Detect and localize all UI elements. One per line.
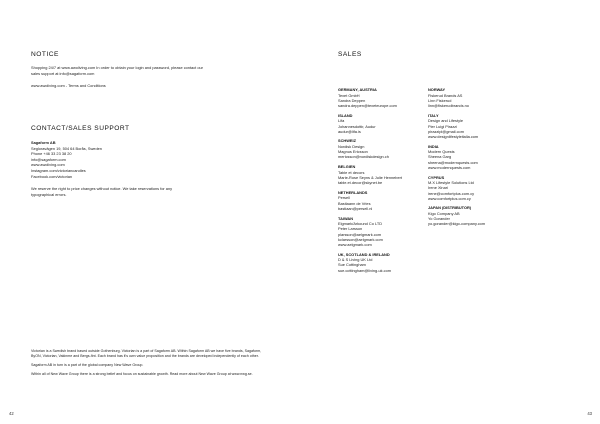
price-disclaimer: We reserve the right to price changes without notice. We take reservations for any typographical errors. xyxy=(31,186,173,197)
region-line: Johannesdottir, Audur xyxy=(338,123,376,129)
region-line: Persell xyxy=(338,195,350,201)
region-line: Linn Fiskerud xyxy=(428,97,452,103)
region-line: Elgmark/Arkound Co LTD xyxy=(338,221,383,227)
region-cyprus xyxy=(428,175,523,201)
region-line: Nordisk Design xyxy=(338,144,365,149)
region-line: Lifa xyxy=(338,118,345,124)
notice-text: Shopping 24/7 at www.awoliving.com In order to obtain your login and password, please contact our sales support at info@sagaform.com xyxy=(31,65,203,76)
region-heading: NORWAY xyxy=(428,87,446,92)
region-line: Kigo Company AB xyxy=(428,211,460,217)
region-email[interactable]: irene@comfortplus.com.cy xyxy=(428,190,475,196)
region-uk xyxy=(338,252,433,273)
region-line: Sandra Deppen xyxy=(338,97,366,103)
region-heading: BELGIEN xyxy=(338,164,356,170)
region-line: Modern Quests xyxy=(428,149,455,155)
notice-section xyxy=(31,51,211,89)
contact-section xyxy=(31,125,211,197)
sales-column-1 xyxy=(338,87,433,277)
region-email[interactable]: mericsson@nordiskdesign.ch xyxy=(338,154,389,160)
right-page xyxy=(300,0,600,424)
region-line: Table et decors xyxy=(338,169,365,175)
sales-heading: SALES xyxy=(338,51,362,58)
region-heading: ISLAND xyxy=(338,112,353,118)
region-line: Design and Lifestyle xyxy=(428,118,464,124)
group-info-paragraph: Sagaform AB in turn is a part of the global company New Wave Group. xyxy=(31,363,144,367)
region-italy xyxy=(428,113,523,139)
region-line: Fiskerud Brands AS xyxy=(428,92,463,98)
region-heading: NETHERLANDS xyxy=(338,189,368,195)
page-number-left: 42 xyxy=(9,411,14,416)
facebook-link[interactable]: Facebook.com/victorian xyxy=(31,173,73,179)
region-heading: JAPAN (DISTRIBUTOR) xyxy=(428,205,472,211)
address-line: Segloravägen 19, 504 64 Borås, Sweden xyxy=(31,145,102,151)
region-email[interactable]: plarsson@aelgmark.com xyxy=(338,231,382,237)
brand-footer xyxy=(31,349,266,377)
region-email[interactable]: kclarsson@aelgmark.com xyxy=(338,236,383,242)
region-line: Pier Luigi Pirazzi xyxy=(428,123,457,129)
sustainability-paragraph: Within all of New Wave Group there is a strong belief and focus on sustainable growth. Read more about New Wave Group at www.nwg.se. xyxy=(31,372,253,376)
region-email[interactable]: sheena@modernquests.com xyxy=(428,159,478,165)
region-belgien xyxy=(338,164,433,185)
region-line: Sheena Garg xyxy=(428,154,452,160)
region-schweiz xyxy=(338,138,433,159)
region-line: Yo Gorander xyxy=(428,216,450,222)
region-email[interactable]: sue.cottingham@living-uk.com xyxy=(338,267,392,273)
brand-info-paragraph: Victorian is a Swedish brand based outside Gothenburg. Victorian is a part of Sagaform AB. Within Sagaform AB we have five brands, Sagaform, ByON, Victorian, Vakinme and Bergs-fint. Each brand has it's own value proposition and the brands are developed independently of each other. xyxy=(31,349,262,358)
region-line: D & S Living UK Ltd xyxy=(338,257,373,263)
region-email[interactable]: yo.gorander@kigo-company.com xyxy=(428,221,486,227)
region-website[interactable]: www.designlifestyleitalia.com xyxy=(428,133,479,139)
region-heading: ITALY xyxy=(428,112,439,118)
contact-heading: CONTACT/SALES SUPPORT xyxy=(31,125,130,132)
region-line: Bastiaann de Vries xyxy=(338,200,371,206)
instagram-link[interactable]: Instagram.com/victoriancandles xyxy=(31,167,86,173)
region-website[interactable]: www.aelgmark.com xyxy=(338,241,372,247)
region-website[interactable]: www.comfortplus.com.cy xyxy=(428,195,471,201)
region-email[interactable]: linn@fiskerudbrands.no xyxy=(428,103,469,108)
region-heading: TAIWAN xyxy=(338,215,354,221)
region-line: Sue Cottingham xyxy=(338,262,366,268)
region-line: Marie-Rose Seyns & Julie Hennebert xyxy=(338,174,403,180)
region-india xyxy=(428,144,523,170)
region-email[interactable]: sandra.deppen@texeteurope.com xyxy=(338,103,397,108)
region-heading: INDIA xyxy=(428,143,439,149)
notice-heading: NOTICE xyxy=(31,51,59,58)
company-name: Sagaform AB xyxy=(31,140,56,145)
region-line: Texet GmbH xyxy=(338,92,360,98)
region-heading: SCHWEIZ xyxy=(338,138,356,144)
region-email[interactable]: pirazzipl@gmail.com xyxy=(428,128,464,134)
phone-line: Phone +46 33 23 38 20 xyxy=(31,151,72,157)
region-germany-austria xyxy=(338,87,433,108)
region-japan xyxy=(428,205,523,226)
region-heading: UK, SCOTLAND & IRELAND xyxy=(338,251,390,257)
region-taiwan xyxy=(338,216,433,248)
region-email[interactable]: bastiaan@persell.nl xyxy=(338,205,373,211)
region-line: Irene Xinari xyxy=(428,185,448,191)
region-website[interactable]: www.modernquests.com xyxy=(428,164,471,170)
region-island xyxy=(338,113,433,134)
region-line: Peter Larsson xyxy=(338,226,363,232)
region-netherlands xyxy=(338,190,433,211)
region-email[interactable]: audur@lifa.is xyxy=(338,128,361,134)
region-norway xyxy=(428,87,523,108)
website-link[interactable]: www.awoliving.com xyxy=(31,162,65,168)
email-link[interactable]: info@sagaform.com xyxy=(31,156,66,162)
notice-links[interactable]: www.awoliving.com - Terms and Conditions xyxy=(31,83,106,89)
region-line: Magnus Ericsson xyxy=(338,149,368,155)
sales-column-2 xyxy=(428,87,523,231)
page-number-right: 43 xyxy=(587,411,592,416)
region-line: M.X Lifestyle Solutions Ltd xyxy=(428,180,474,186)
region-heading: GERMANY, AUSTRIA xyxy=(338,87,377,92)
region-heading: CYPRUS xyxy=(428,174,445,180)
region-email[interactable]: table.et.decor@skynet.be xyxy=(338,180,383,186)
